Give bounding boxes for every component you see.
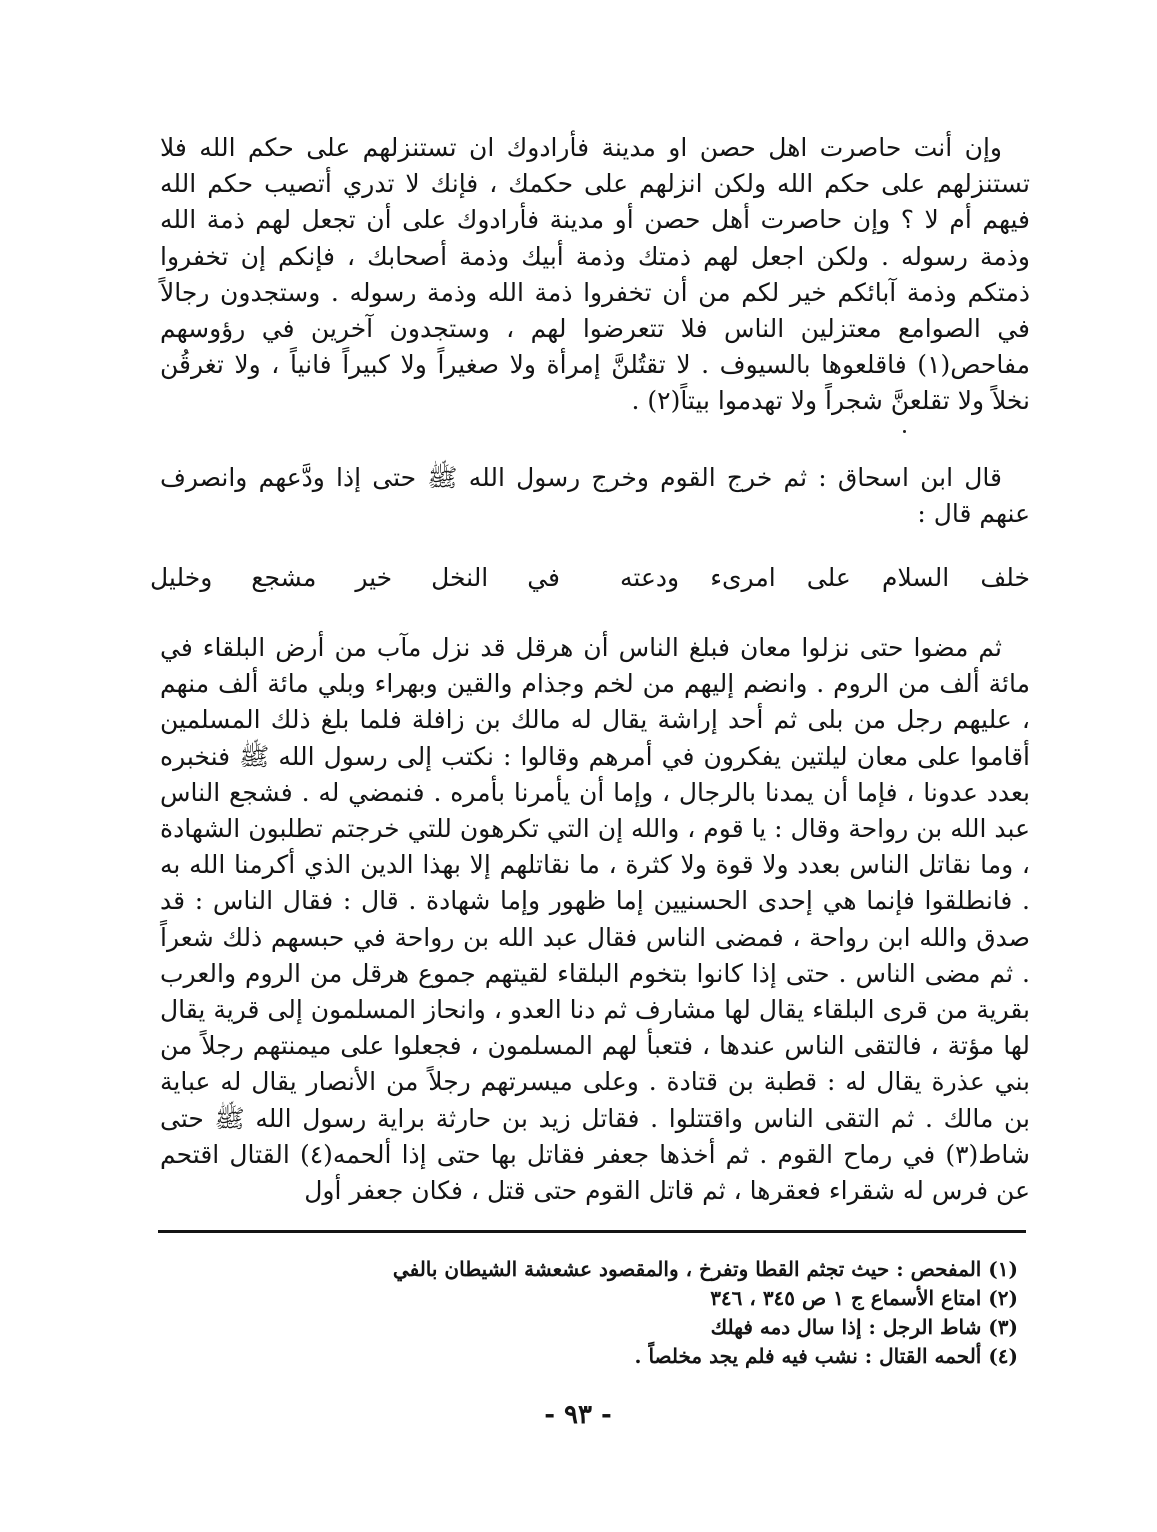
footnote-1: (١) المفحص : حيث تجثم القطا وتفرخ ، والمقصود عشعشة الشيطان بالفي (392, 1257, 1018, 1281)
footnote-2: (٢) امتاع الأسماع ج ١ ص ٣٤٥ ، ٣٤٦ (710, 1286, 1018, 1310)
scan-speck (903, 430, 906, 433)
body-paragraph-1 (160, 130, 1030, 420)
poem-second-hemistich: في النخل خير مشجع وخليل (150, 563, 560, 592)
body-paragraph-2 (160, 460, 1030, 532)
poem-verse (150, 560, 1030, 596)
footnote-divider (158, 1230, 1026, 1233)
footnote-3: (٣) شاط الرجل : إذا سال دمه فهلك (710, 1315, 1018, 1339)
body-paragraph-1-text: وإن أنت حاصرت اهل حصن او مدينة فأرادوك ان تستنزلهم على حكم الله فلا تستنزلهم على حكم الله ولكن انزلهم على حكمك ، فإنك لا تدري أتصيب حكم الله فيهم أم لا ؟ وإن حاصرت أهل حصن أو مدينة فأرادوك على أن تجعل لهم ذمة الله وذمة رسوله . ولكن اجعل لهم ذمتك وذمة أبيك وذمة أصحابك ، فإنكم إن تخفروا ذمتكم وذمة آبائكم خير لكم من أن تخفروا ذمة الله وذمة رسوله . وستجدون رجالاً في الصوامع معتزلين الناس فلا تتعرضوا لهم ، وستجدون آخرين في رؤوسهم مفاحص(١) فاقلعوها بالسيوف . لا تقتُلنَّ إمرأة ولا صغيراً ولا كبيراً فانياً ، ولا تغرقُن نخلاً ولا تقلعنَّ شجراً ولا تهدموا بيتاً(٢) . (160, 133, 1030, 416)
poem-first-hemistich: خلف السلام على امرىء ودعته (620, 563, 1030, 592)
body-paragraph-2-text: قال ابن اسحاق : ثم خرج القوم وخرج رسول الله ﷺ حتى إذا ودَّعهم وانصرف عنهم قال : (160, 463, 1030, 529)
body-paragraph-3-text: ثم مضوا حتى نزلوا معان فبلغ الناس أن هرقل قد نزل مآب من أرض البلقاء في مائة ألف من الروم . وانضم إليهم من لخم وجذام والقين وبهراء وبلي مائة ألف منهم ، عليهم رجل من بلى ثم أحد إراشة يقال له مالك بن زافلة فلما بلغ ذلك المسلمين أقاموا على معان ليلتين يفكرون في أمرهم وقالوا : نكتب إلى رسول الله ﷺ فنخبره بعدد عدونا ، فإما أن يمدنا بالرجال ، وإما أن يأمرنا بأمره . فنمضي له . فشجع الناس عبد الله بن رواحة وقال : يا قوم ، والله إن التي تكرهون للتي خرجتم تطلبون الشهادة ، وما نقاتل الناس بعدد ولا قوة ولا كثرة ، ما نقاتلهم إلا بهذا الدين الذي أكرمنا الله به . فانطلقوا فإنما هي إحدى الحسنيين إما ظهور وإما شهادة . قال : فقال الناس : قد صدق والله ابن رواحة ، فمضى الناس فقال عبد الله بن رواحة في حبسهم ذلك شعراً . ثم مضى الناس . حتى إذا كانوا بتخوم البلقاء لقيتهم جموع هرقل من الروم والعرب بقرية من قرى البلقاء يقال لها مشارف ثم دنا العدو ، وانحاز المسلمون إلى قرية يقال لها مؤتة ، فالتقى الناس عندها ، فتعبأ لهم المسلمون ، فجعلوا على ميمنتهم رجلاً من بني عذرة يقال له : قطبة بن قتادة . وعلى ميسرتهم رجلاً من الأنصار يقال له عباية بن مالك . ثم التقى الناس واقتتلوا . فقاتل زيد بن حارثة براية رسول الله ﷺ حتى شاط(٣) في رماح القوم . ثم أخذها جعفر فقاتل بها حتى إذا ألحمه(٤) القتال اقتحم عن فرس له شقراء فعقرها ، ثم قاتل القوم حتى قتل ، فكان جعفر أول (160, 633, 1030, 1206)
body-paragraph-3 (160, 630, 1030, 1209)
footnotes (300, 1255, 1018, 1371)
footnote-4: (٤) ألحمه القتال : نشب فيه فلم يجد مخلصاً . (634, 1344, 1018, 1368)
page-number: - ٩٣ - (544, 1400, 612, 1430)
